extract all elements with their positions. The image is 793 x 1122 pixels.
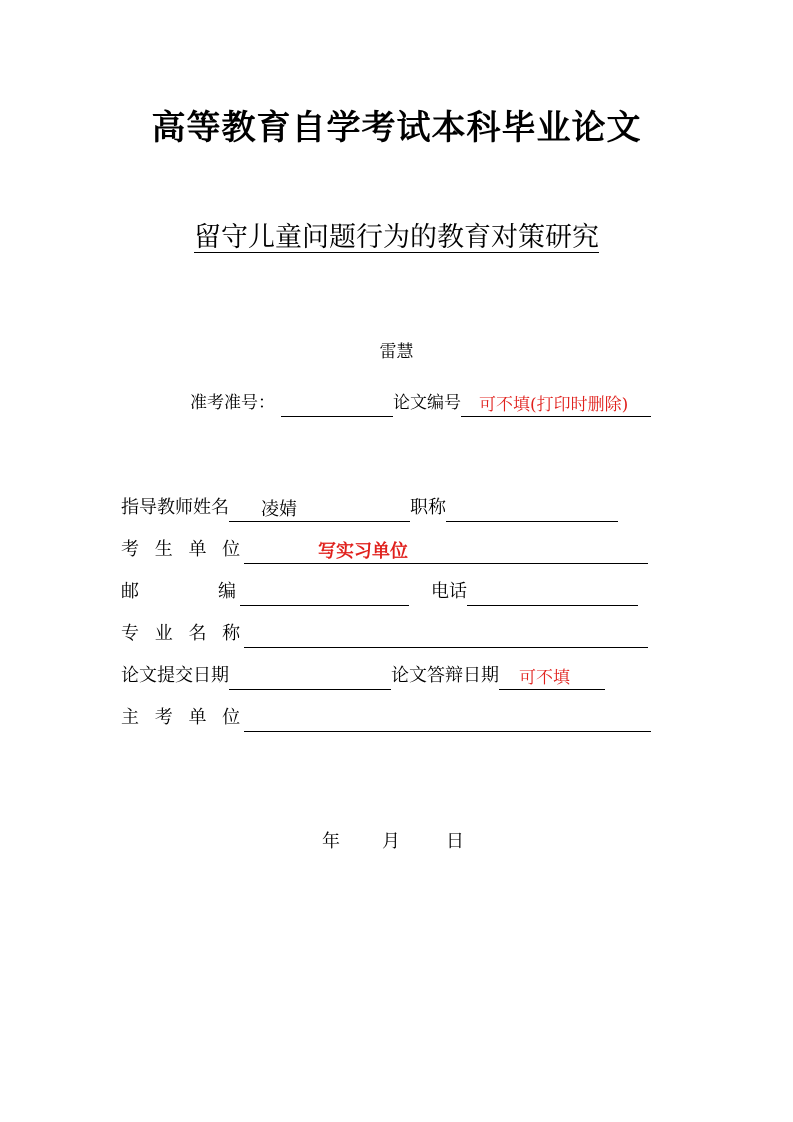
author-name: 雷慧 — [379, 342, 414, 362]
thesis-no-field[interactable]: 可不填(打印时删除) — [461, 393, 651, 417]
exam-unit-row — [121, 704, 651, 732]
date-day: 日 — [446, 831, 464, 852]
phone-field[interactable] — [467, 582, 638, 606]
postcode-label-right: 编 — [218, 581, 236, 602]
postcode-field[interactable] — [240, 582, 409, 606]
date-year: 年 — [322, 831, 340, 852]
unit-label: 考 生 单 位 — [121, 539, 246, 560]
exam-no-label: 准考准号： — [190, 393, 275, 413]
postcode-label-left: 邮 — [121, 581, 139, 602]
date-row — [322, 828, 464, 856]
submit-date-field[interactable] — [229, 666, 391, 690]
title-label: 职称 — [410, 497, 446, 518]
thesis-no-label: 论文编号 — [393, 393, 461, 413]
defense-date-label: 论文答辩日期 — [391, 665, 499, 686]
major-row — [121, 620, 648, 648]
major-label: 专 业 名 称 — [121, 623, 246, 644]
phone-label: 电话 — [431, 581, 467, 602]
exam-number-row — [190, 389, 651, 417]
major-field[interactable] — [244, 624, 648, 648]
advisor-row — [121, 494, 618, 522]
exam-unit-label: 主 考 单 位 — [121, 707, 246, 728]
main-title: 高等教育自学考试本科毕业论文 — [151, 108, 642, 148]
advisor-field[interactable]: 凌婧 — [229, 498, 410, 522]
advisor-label: 指导教师姓名 — [121, 497, 229, 518]
title-field[interactable] — [446, 498, 618, 522]
unit-row — [121, 536, 648, 564]
exam-unit-field[interactable] — [244, 708, 651, 732]
thesis-title-wrapper — [0, 218, 793, 258]
thesis-title: 留守儿童问题行为的教育对策研究 — [194, 222, 599, 253]
unit-field[interactable]: 写实习单位 — [244, 540, 648, 564]
defense-date-field[interactable]: 可不填 — [499, 666, 605, 690]
dates-row — [121, 662, 605, 690]
postcode-row — [121, 578, 638, 606]
submit-date-label: 论文提交日期 — [121, 665, 229, 686]
date-month: 月 — [382, 831, 400, 852]
exam-no-field[interactable] — [281, 393, 393, 417]
